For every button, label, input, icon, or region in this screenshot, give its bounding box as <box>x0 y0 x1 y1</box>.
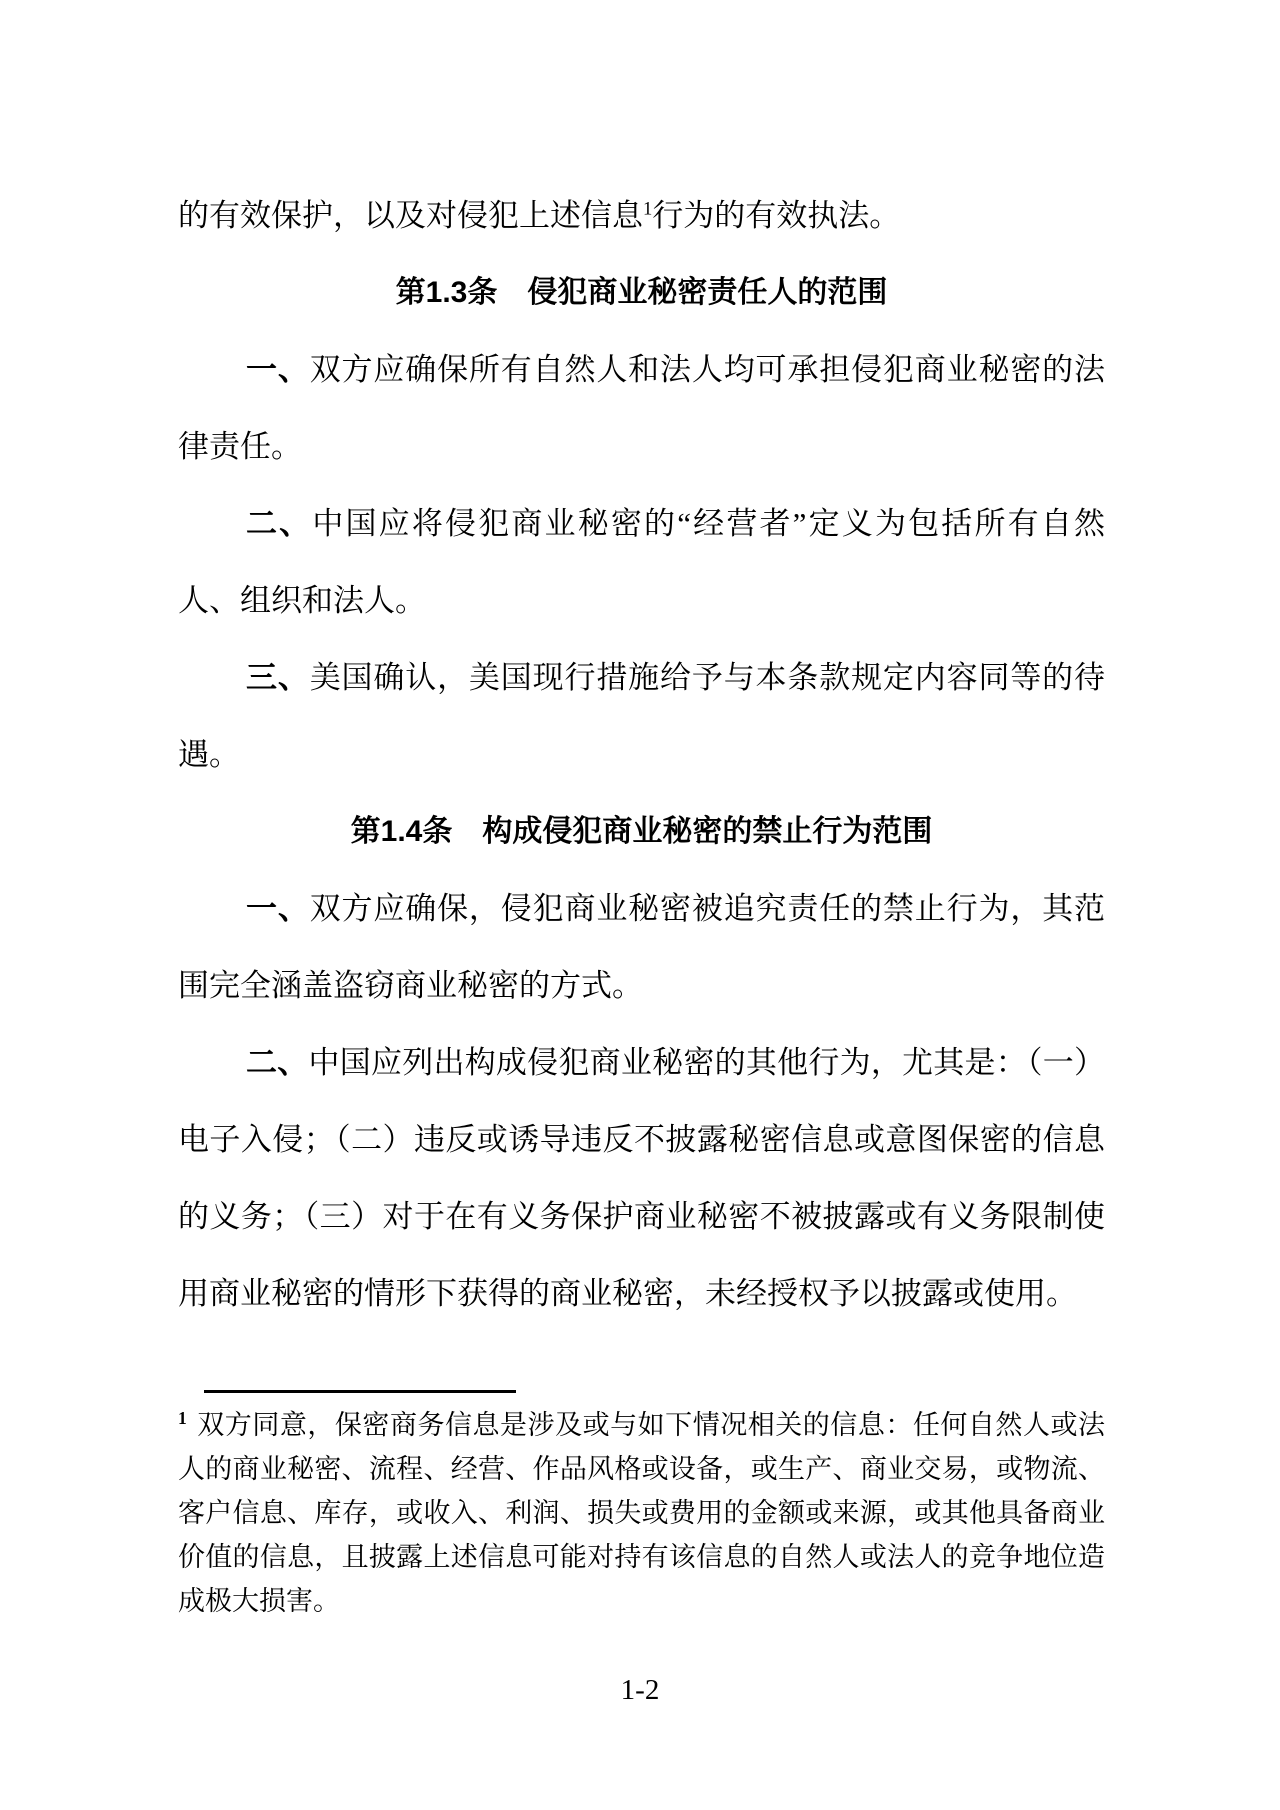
paragraph-number: 一、 <box>246 352 310 387</box>
paragraph-1-3-item-1 <box>178 331 1105 485</box>
paragraph-text: 双方应确保，侵犯商业秘密被追究责任的禁止行为，其范围完全涵盖盗窃商业秘密的方式。 <box>178 891 1106 1003</box>
section-heading-article-1-4: 第1.4条 构成侵犯商业秘密的禁止行为范围 <box>350 815 933 848</box>
footnote-text: 双方同意，保密商务信息是涉及或与如下情况相关的信息：任何自然人或法人的商业秘密、流程、经营、作品风格或设备，或生产、商业交易，或物流、客户信息、库存，或收入、利润、损失或费用的金额或来源，或其他具备商业价值的信息，且披露上述信息可能对持有该信息的自然人或法人的竞争地位造成极大损害。 <box>178 1410 1105 1616</box>
paragraph-number: 二、 <box>246 506 313 541</box>
paragraph-text: 中国应将侵犯商业秘密的“经营者”定义为包括所有自然人、组织和法人。 <box>178 506 1105 618</box>
paragraph-text: 美国确认，美国现行措施给予与本条款规定内容同等的待遇。 <box>178 660 1106 772</box>
continuation-text-before: 的有效保护，以及对侵犯上述信息 <box>178 198 643 233</box>
paragraph-1-3-item-3 <box>178 639 1105 793</box>
paragraph-number: 三、 <box>246 660 310 695</box>
document-body <box>178 177 1105 1332</box>
continuation-text-after: 行为的有效执法。 <box>652 198 901 233</box>
paragraph-1-3-item-2 <box>178 485 1105 639</box>
paragraph-text: 双方应确保所有自然人和法人均可承担侵犯商业秘密的法律责任。 <box>178 352 1106 464</box>
footnote-area <box>178 1390 1105 1623</box>
paragraph-1-4-item-2 <box>178 1024 1105 1332</box>
footnote-separator-rule <box>204 1390 516 1393</box>
footnote-marker: 1 <box>178 1408 187 1428</box>
paragraph-number: 一、 <box>246 891 310 926</box>
paragraph-1-4-item-1 <box>178 870 1105 1024</box>
section-heading-article-1-3: 第1.3条 侵犯商业秘密责任人的范围 <box>395 276 888 309</box>
paragraph-text: 中国应列出构成侵犯商业秘密的其他行为，尤其是：（一）电子入侵；（二）违反或诱导违反不披露秘密信息或意图保密的信息的义务；（三）对于在有义务保护商业秘密不被披露或有义务限制使用商业秘密的情形下获得的商业秘密，未经授权予以披露或使用。 <box>178 1045 1106 1311</box>
page-number: 1-2 <box>620 1674 660 1706</box>
paragraph-continuation <box>178 177 1105 254</box>
footnote-reference-1: 1 <box>643 198 653 220</box>
paragraph-number: 二、 <box>246 1045 309 1080</box>
footnote-1 <box>178 1403 1105 1623</box>
